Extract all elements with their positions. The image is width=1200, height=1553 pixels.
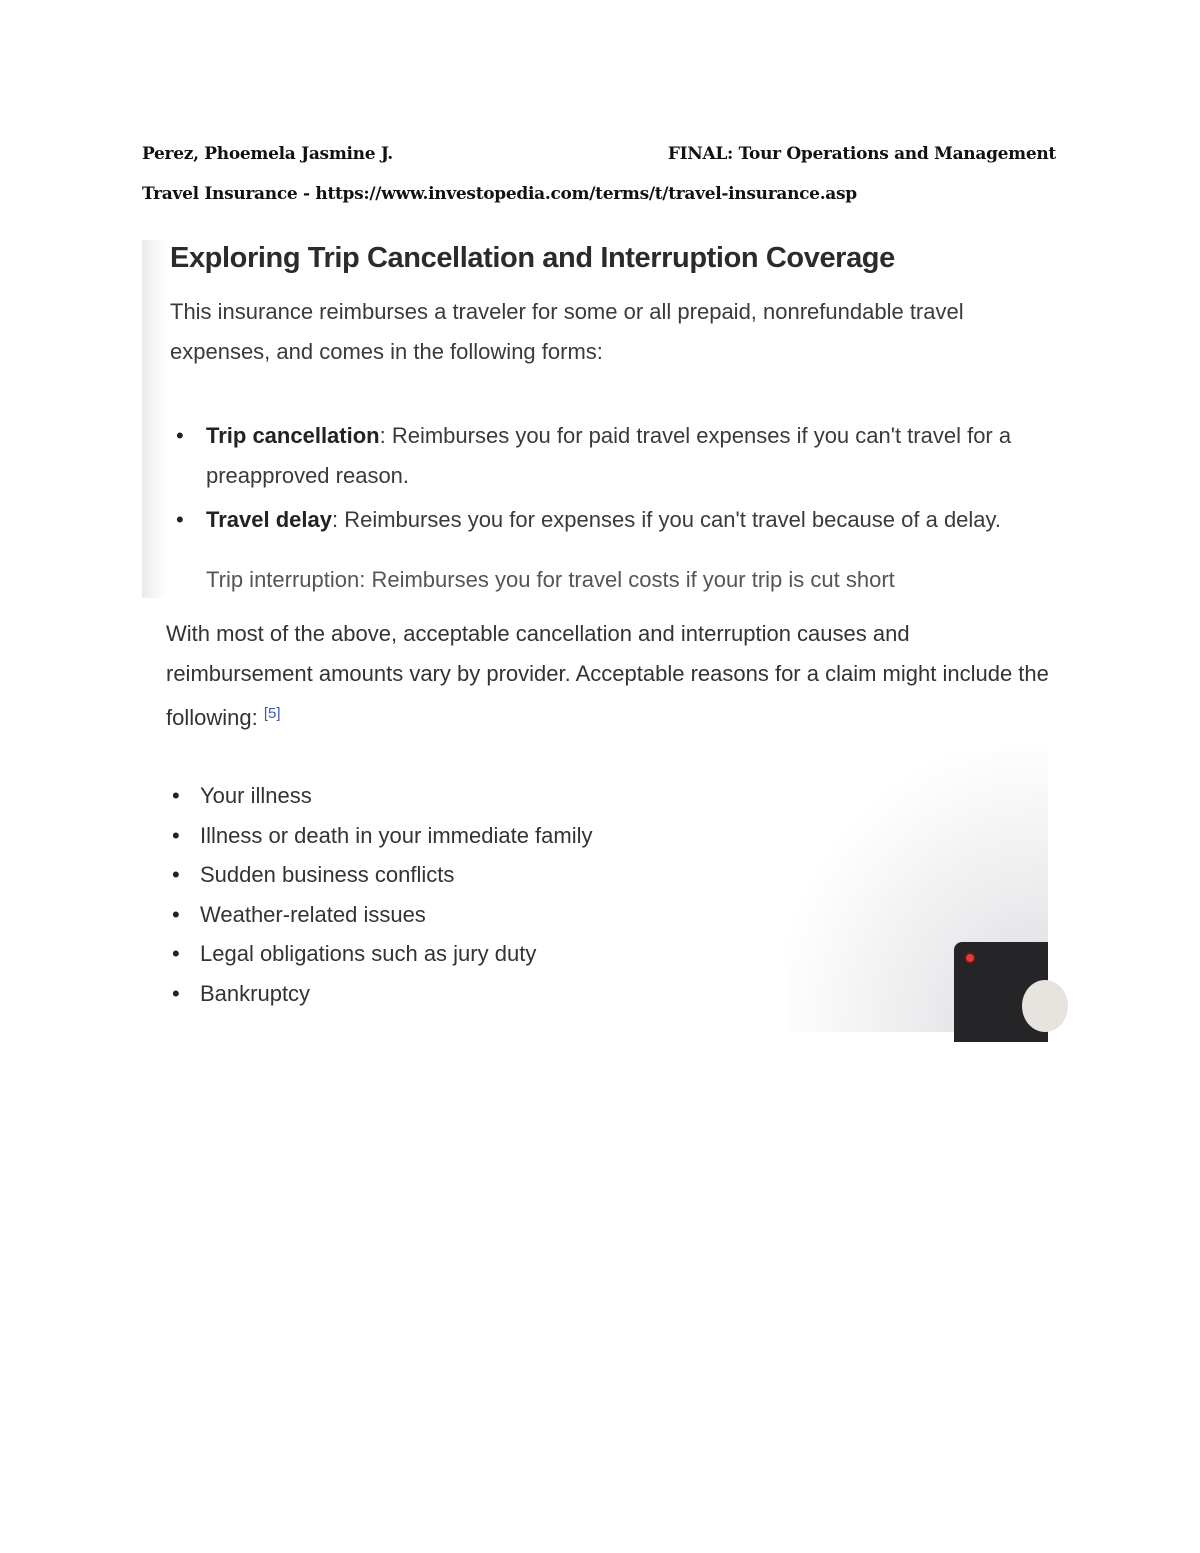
- item-term: Travel delay: [206, 507, 332, 532]
- item-term: Trip cancellation: [206, 423, 380, 448]
- item-desc: : Reimburses you for paid travel expenses if you can't travel for a preapproved reason.: [206, 423, 1012, 488]
- cutoff-text: Trip interruption: Reimburses you for travel costs if your trip is cut short: [206, 567, 895, 592]
- reasons-list: [166, 776, 786, 1014]
- bullet-icon: •: [172, 783, 180, 808]
- video-widget[interactable]: [954, 942, 1048, 1042]
- list-item: [170, 416, 1040, 496]
- subject-line: Travel Insurance - https://www.investopedia.com/terms/t/travel-insurance.asp: [142, 184, 857, 204]
- list-item: • Illness or death in your immediate family: [166, 816, 786, 856]
- record-dot-icon: [966, 954, 974, 962]
- bullet-icon: •: [176, 507, 184, 532]
- cutoff-list-item: [170, 567, 1040, 600]
- reasons-paragraph: [166, 614, 1056, 738]
- bullet-icon: •: [172, 862, 180, 888]
- screenshot-reasons: [130, 600, 1058, 1032]
- coverage-list: [170, 416, 1040, 544]
- bullet-icon: •: [172, 901, 180, 927]
- bullet-icon: •: [176, 423, 184, 448]
- bullet-icon: •: [172, 941, 180, 967]
- list-item: • Bankruptcy: [166, 974, 786, 1014]
- list-item: • Weather-related issues: [166, 895, 786, 935]
- bullet-icon: •: [172, 822, 180, 848]
- author-name: Perez, Phoemela Jasmine J.: [142, 144, 393, 164]
- screenshot-coverage: [142, 240, 1056, 598]
- item-desc: : Reimburses you for expenses if you can't travel because of a delay.: [331, 507, 1002, 532]
- avatar: [1022, 980, 1068, 1032]
- list-item: • Your illness: [166, 776, 786, 816]
- citation-link[interactable]: [5]: [263, 705, 281, 722]
- document-header: [142, 140, 1056, 168]
- section-intro: This insurance reimburses a traveler for some or all prepaid, nonrefundable travel expenses, and comes in the following forms:: [170, 299, 964, 364]
- bullet-icon: •: [172, 980, 180, 1006]
- section-heading: Exploring Trip Cancellation and Interruption Coverage: [170, 242, 895, 274]
- paragraph-text: With most of the above, acceptable cancellation and interruption causes and reimbursement amounts vary by provider. Acceptable reasons for a claim might include the following:: [166, 621, 1049, 730]
- list-item: • Sudden business conflicts: [166, 855, 786, 895]
- list-item: • Legal obligations such as jury duty: [166, 934, 786, 974]
- course-title: FINAL: Tour Operations and Management: [667, 144, 1056, 164]
- list-item: [170, 500, 1040, 540]
